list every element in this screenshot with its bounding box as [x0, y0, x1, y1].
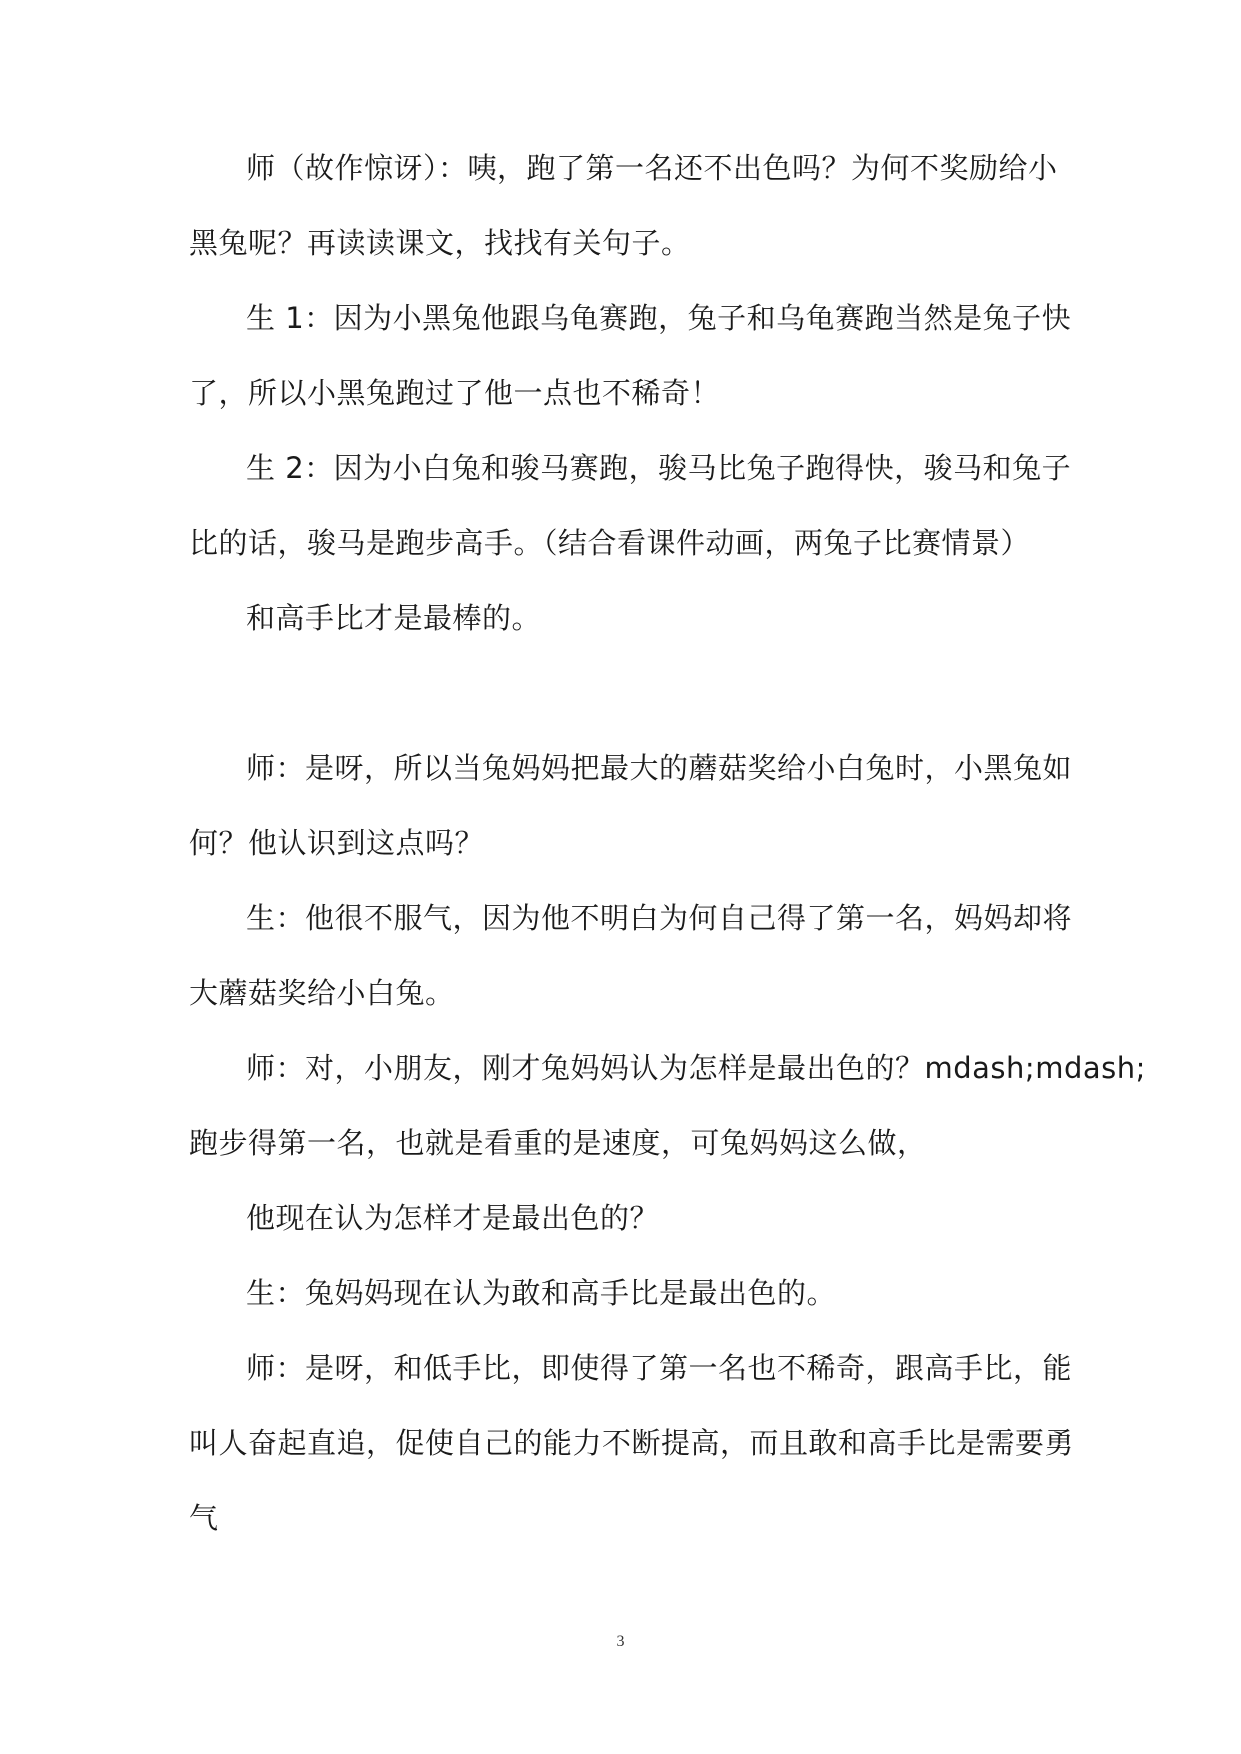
paragraph-line: 黑兔呢？再读读课文，找找有关句子。	[189, 226, 691, 260]
paragraph-line: 师：对，小朋友，刚才兔妈妈认为怎样是最出色的？mdash;mdash;	[246, 1051, 1146, 1085]
paragraph-line: 跑步得第一名，也就是看重的是速度，可兔妈妈这么做，	[189, 1126, 927, 1160]
paragraph-line: 生 2：因为小白兔和骏马赛跑，骏马比兔子跑得快，骏马和兔子	[246, 451, 1072, 485]
paragraph-line: 和高手比才是最棒的。	[246, 601, 542, 635]
paragraph-line: 师：是呀，所以当兔妈妈把最大的蘑菇奖给小白兔时，小黑兔如	[246, 751, 1073, 785]
page-number: 3	[616, 1633, 625, 1650]
paragraph-line: 大蘑菇奖给小白兔。	[189, 976, 455, 1010]
paragraph-line: 师：是呀，和低手比，即使得了第一名也不稀奇，跟高手比，能	[246, 1351, 1073, 1385]
paragraph-line: 了，所以小黑兔跑过了他一点也不稀奇！	[189, 376, 721, 410]
paragraph-line: 师（故作惊讶）：咦，跑了第一名还不出色吗？为何不奖励给小	[246, 151, 1058, 185]
paragraph-line: 他现在认为怎样才是最出色的？	[246, 1201, 660, 1235]
paragraph-line: 比的话，骏马是跑步高手。（结合看课件动画，两兔子比赛情景）	[189, 526, 1031, 560]
paragraph-line: 生：他很不服气，因为他不明白为何自己得了第一名，妈妈却将	[246, 901, 1073, 935]
paragraph-line: 何？他认识到这点吗？	[189, 826, 485, 860]
paragraph-line: 气	[189, 1501, 219, 1535]
paragraph-line: 叫人奋起直追，促使自己的能力不断提高，而且敢和高手比是需要勇	[189, 1426, 1075, 1460]
paragraph-line: 生：兔妈妈现在认为敢和高手比是最出色的。	[246, 1276, 837, 1310]
paragraph-line: 生 1：因为小黑兔他跟乌龟赛跑，兔子和乌龟赛跑当然是兔子快	[246, 301, 1072, 335]
